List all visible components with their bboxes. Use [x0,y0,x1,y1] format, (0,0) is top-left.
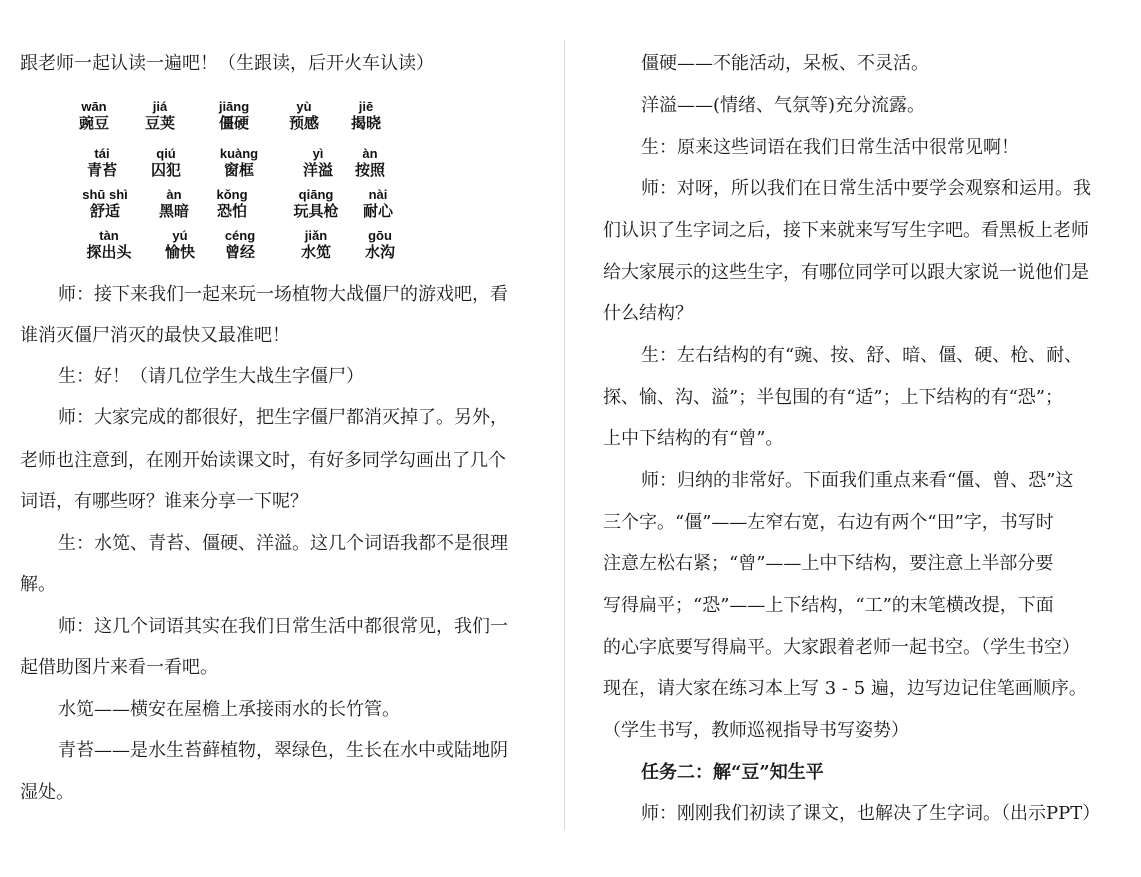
vocab-word: kuàng 窗框 [219,146,259,179]
vocab-word: tái 青苔 [86,146,117,179]
text-line: 师：刚刚我们初读了课文，也解决了生字词。（出示PPT） [641,803,1101,824]
text-line: 师：接下来我们一起来玩一场植物大战僵尸的游戏吧，看 [58,284,508,305]
vocab-word: jiá 豆荚 [144,99,175,132]
text-line: 三个字。“僵”——左窄右宽，右边有两个“田”字，书写时 [603,512,1054,533]
text-line: 水笕——横安在屋檐上承接雨水的长竹管。 [58,699,400,720]
text-line: 师：对呀，所以我们在日常生活中要学会观察和运用。我 [641,178,1091,199]
section-heading: 任务二：解“豆”知生平 [641,762,824,783]
vocab-word: qiú 囚犯 [150,146,181,179]
text-line: 师：归纳的非常好。下面我们重点来看“僵、曾、恐”这 [641,470,1074,491]
vocab-word: kǒng 恐怕 [216,187,248,220]
right-column [567,0,1141,877]
text-line: 洋溢——(情绪、气氛等)充分流露。 [641,95,926,116]
text-line: 词语，有哪些呀？谁来分享一下呢？ [20,491,308,512]
vocab-word: àn 按照 [354,146,385,179]
text-line: 师：大家完成的都很好，把生字僵尸都消灭掉了。另外， [58,407,508,428]
text-line: （学生书写，教师巡视指导书写姿势） [603,720,909,741]
vocab-word: céng 曾经 [224,228,256,261]
text-line: 生：水笕、青苔、僵硬、洋溢。这几个词语我都不是很理 [58,533,508,554]
vocab-word: jiǎn 水笕 [300,228,331,261]
text-line: 老师也注意到，在刚开始读课文时，有好多同学勾画出了几个 [20,450,506,471]
vocab-word: tàn 探出头 [86,228,132,261]
vocab-word: yù 预感 [288,99,319,132]
text-line: 写得扁平；“恐”——上下结构，“工”的末笔横改提，下面 [603,595,1054,616]
vocab-word: wān 豌豆 [78,99,109,132]
text-line: 上中下结构的有“曾”。 [603,428,784,449]
text-line: 的心字底要写得扁平。大家跟着老师一起书空。（学生书空） [603,637,1080,658]
text-line: 湿处。 [20,782,74,803]
text-line: 青苔——是水生苔藓植物，翠绿色，生长在水中或陆地阴 [58,740,508,761]
vocab-word: yú 愉快 [164,228,195,261]
text-line: 解。 [20,574,56,595]
text-line: 师：这几个词语其实在我们日常生活中都很常见，我们一 [58,616,508,637]
left-column [0,0,563,877]
vocab-word: nài 耐心 [362,187,393,220]
vocab-word: àn 黑暗 [158,187,189,220]
text-line: 什么结构？ [603,303,693,324]
text-line: 僵硬——不能活动，呆板、不灵活。 [641,53,929,74]
text-line: 起借助图片来看一看吧。 [20,657,218,678]
vocab-word: yì 洋溢 [302,146,333,179]
text-line: 谁消灭僵尸消灭的最快又最准吧！ [20,325,290,346]
vocab-word: jiē 揭晓 [350,99,381,132]
vocab-word: qiāng 玩具枪 [293,187,339,220]
text-line: 们认识了生字词之后，接下来就来写写生字吧。看黑板上老师 [603,220,1089,241]
text-line: 探、愉、沟、溢”；半包围的有“适”；上下结构的有“恐”； [603,387,1064,408]
text-line: 生：好！（请几位学生大战生字僵尸） [58,366,364,387]
vocab-word: gōu 水沟 [364,228,395,261]
vocab-word: jiāng 僵硬 [218,99,250,132]
vocab-word: shū shì 舒适 [82,187,128,220]
text-line: 注意左松右紧；“曾”——上中下结构，要注意上半部分要 [603,553,1054,574]
text-line: 给大家展示的这些生字，有哪位同学可以跟大家说一说他们是 [603,262,1089,283]
vocabulary-pinyin-table [64,100,444,265]
text-line: 现在，请大家在练习本上写 3 - 5 遍，边写边记住笔画顺序。 [603,678,1087,699]
text-line: 生：左右结构的有“豌、按、舒、暗、僵、硬、枪、耐、 [641,345,1083,366]
text-line: 跟老师一起认读一遍吧！（生跟读，后开火车认读） [20,53,434,74]
text-line: 生：原来这些词语在我们日常生活中很常见啊！ [641,137,1019,158]
column-divider [564,40,565,830]
